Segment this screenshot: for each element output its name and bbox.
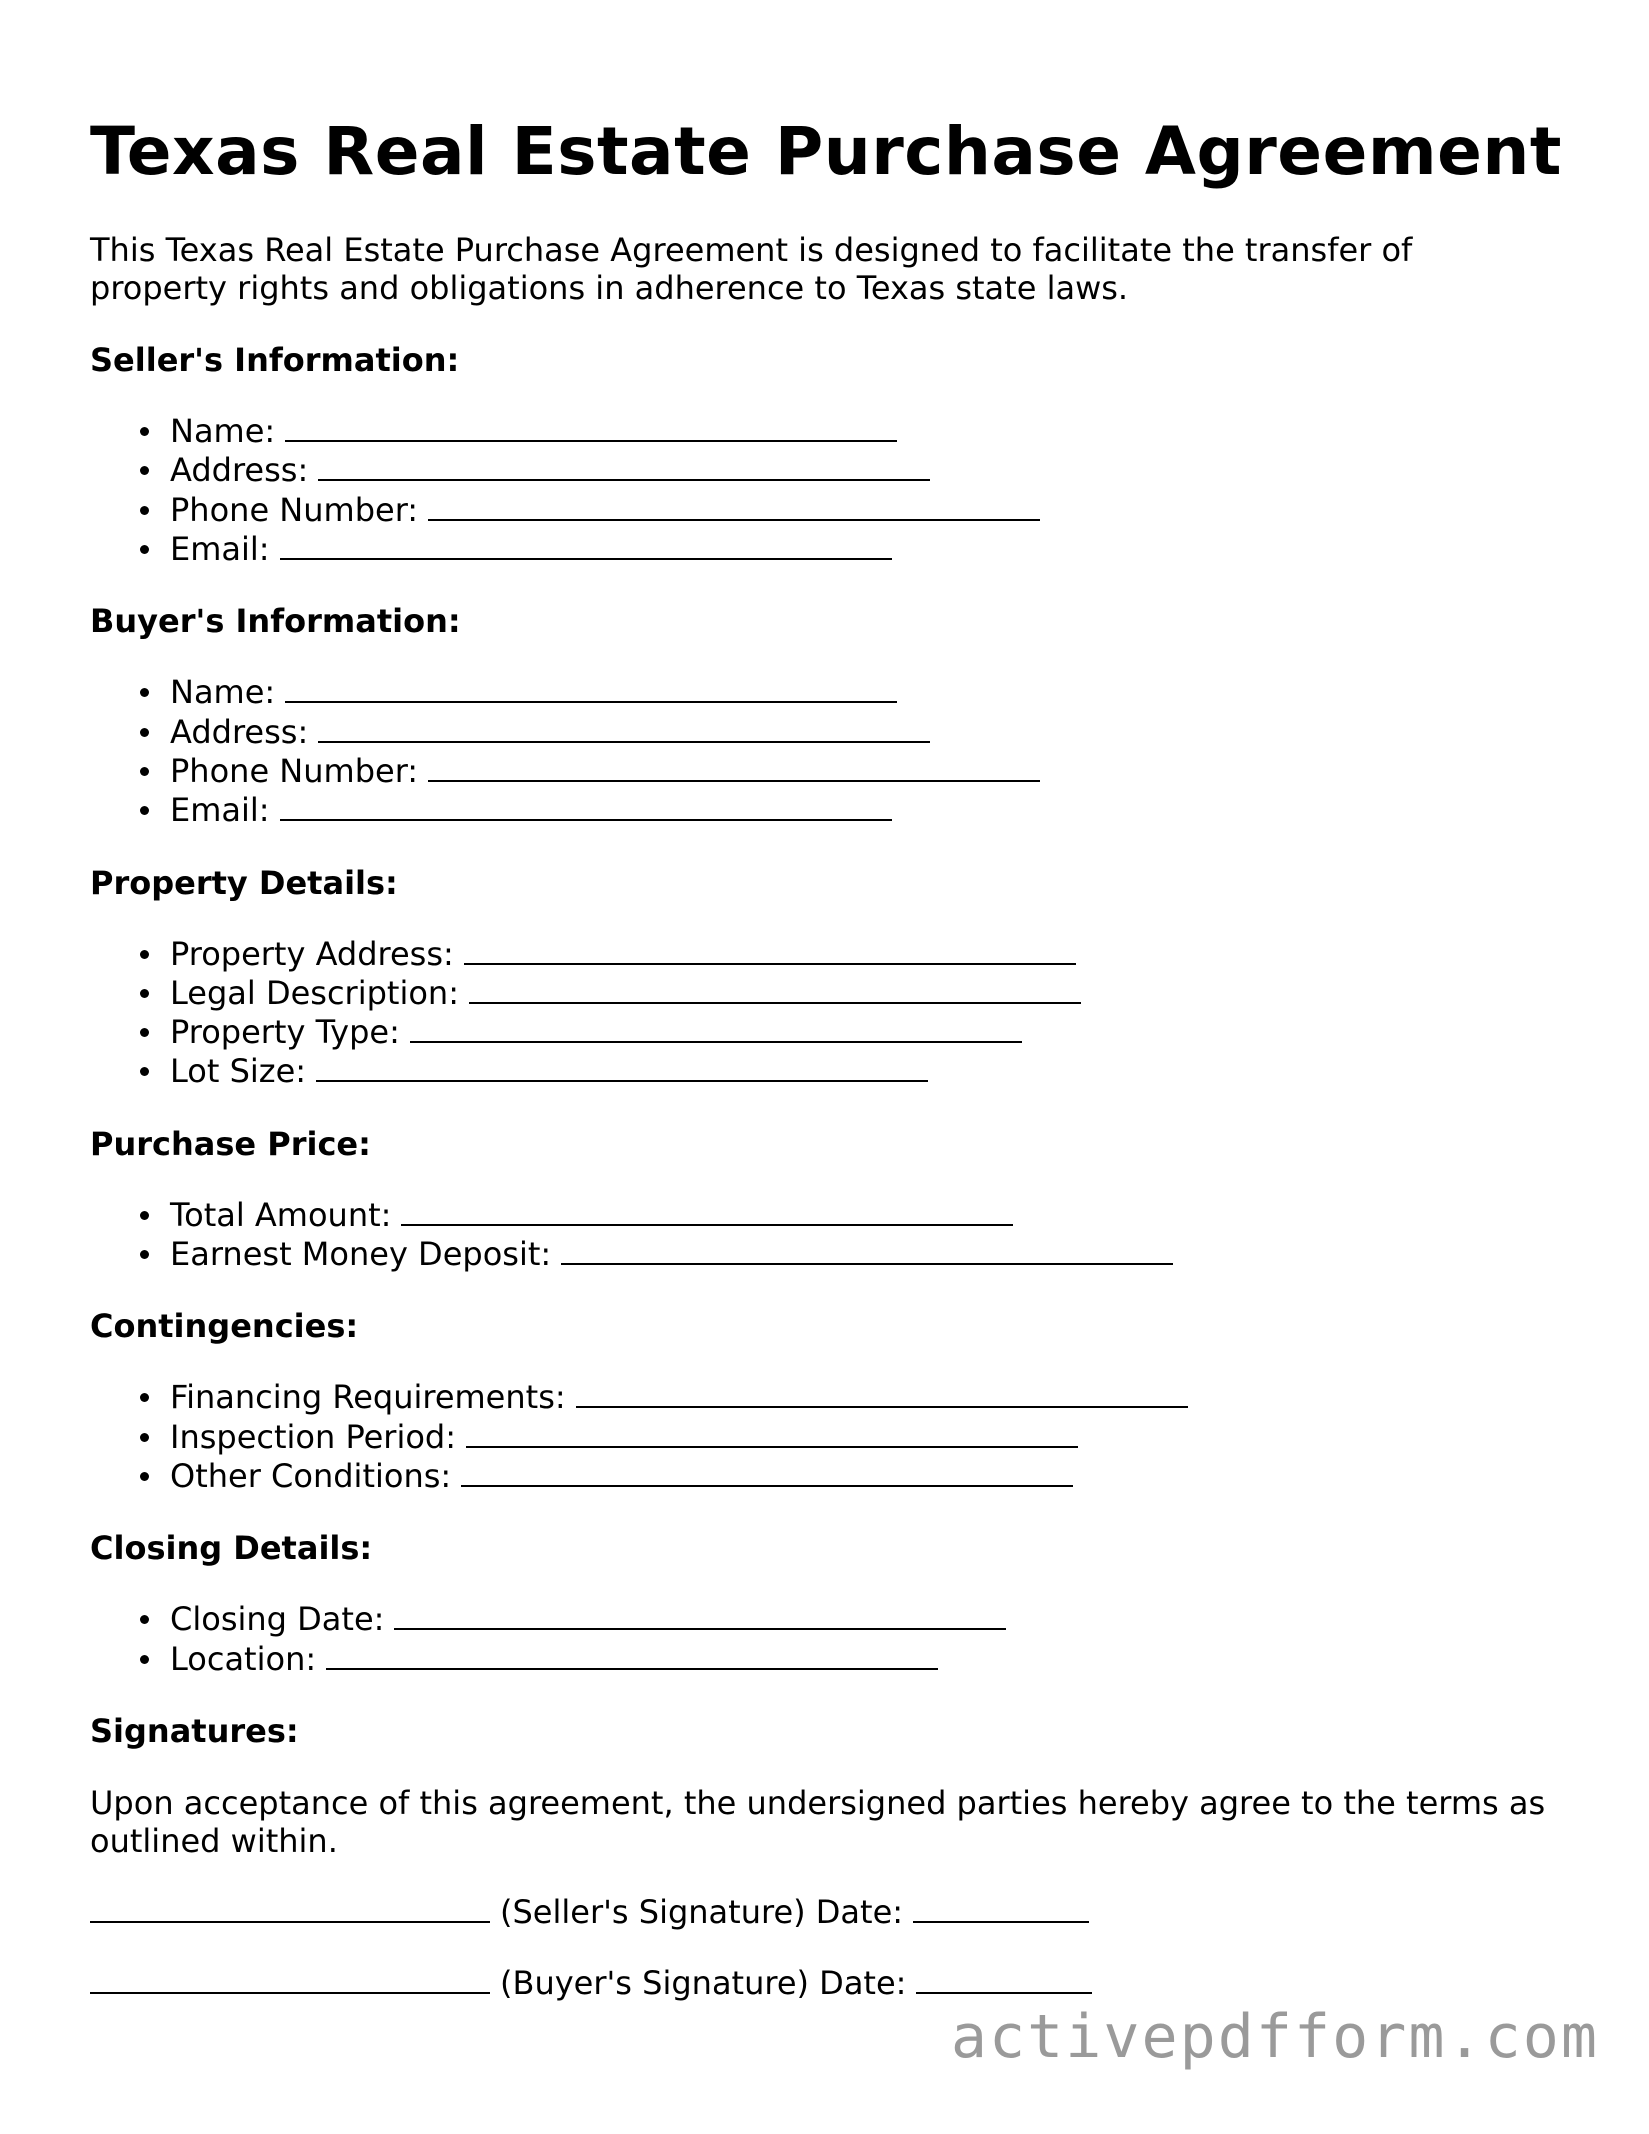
buyer-heading: Buyer's Information: <box>90 602 461 641</box>
financing-blank[interactable] <box>576 1377 1188 1408</box>
field-label: Name: <box>170 412 276 451</box>
seller-phone-blank[interactable] <box>428 490 1040 521</box>
seller-address-blank[interactable] <box>318 450 930 481</box>
contingencies-fields <box>90 1377 1570 1495</box>
seller-address-field <box>170 450 1570 489</box>
lot-size-blank[interactable] <box>316 1051 928 1082</box>
total-amount-blank[interactable] <box>401 1195 1013 1226</box>
watermark: activepdfform.com <box>950 2002 1599 2072</box>
price-heading: Purchase Price: <box>90 1124 371 1163</box>
field-label: Earnest Money Deposit: <box>170 1235 552 1274</box>
location-blank[interactable] <box>326 1639 938 1670</box>
seller-email-blank[interactable] <box>280 529 892 560</box>
field-label: Name: <box>170 673 276 712</box>
field-label: Lot Size: <box>170 1052 307 1091</box>
buyer-email-field <box>170 790 1570 829</box>
buyer-email-blank[interactable] <box>280 790 892 821</box>
field-label: Address: <box>170 451 309 490</box>
buyer-date-blank[interactable] <box>916 1963 1092 1994</box>
closing-fields <box>90 1599 1570 1678</box>
legal-description-blank[interactable] <box>469 973 1081 1004</box>
field-label: Phone Number: <box>170 490 419 529</box>
property-address-field <box>170 934 1570 973</box>
intro-paragraph: This Texas Real Estate Purchase Agreement is designed to facilitate the transfer of property rights and obligations in adherence to Texas state laws. <box>90 231 1413 308</box>
field-label: Email: <box>170 530 270 569</box>
seller-phone-field <box>170 490 1570 529</box>
document-title: Texas Real Estate Purchase Agreement <box>90 113 1562 190</box>
seller-signature-label: (Seller's Signature) Date: <box>500 1892 904 1931</box>
earnest-money-field <box>170 1234 1570 1273</box>
seller-signature-line <box>90 1892 1570 1931</box>
buyer-name-blank[interactable] <box>285 672 897 703</box>
property-type-field <box>170 1012 1570 1051</box>
buyer-fields <box>90 672 1570 829</box>
inspection-field <box>170 1417 1570 1456</box>
field-label: Location: <box>170 1639 317 1678</box>
field-label: Closing Date: <box>170 1600 385 1639</box>
financing-field <box>170 1377 1570 1416</box>
buyer-name-field <box>170 672 1570 711</box>
legal-description-field <box>170 973 1570 1012</box>
price-fields <box>90 1195 1570 1274</box>
seller-date-blank[interactable] <box>913 1892 1089 1923</box>
seller-fields <box>90 411 1570 568</box>
earnest-money-blank[interactable] <box>561 1234 1173 1265</box>
signatures-heading: Signatures: <box>90 1711 299 1750</box>
total-amount-field <box>170 1195 1570 1234</box>
field-label: Address: <box>170 712 309 751</box>
buyer-address-field <box>170 712 1570 751</box>
seller-signature-blank[interactable] <box>90 1892 490 1923</box>
buyer-address-blank[interactable] <box>318 712 930 743</box>
field-label: Email: <box>170 791 270 830</box>
closing-heading: Closing Details: <box>90 1529 373 1568</box>
contingencies-heading: Contingencies: <box>90 1307 359 1346</box>
seller-email-field <box>170 529 1570 568</box>
seller-name-field <box>170 411 1570 450</box>
document-page <box>90 0 1570 2002</box>
field-label: Property Type: <box>170 1013 400 1052</box>
lot-size-field <box>170 1051 1570 1090</box>
field-label: Property Address: <box>170 934 454 973</box>
field-label: Legal Description: <box>170 973 459 1012</box>
field-label: Total Amount: <box>170 1195 392 1234</box>
buyer-signature-blank[interactable] <box>90 1963 490 1994</box>
property-address-blank[interactable] <box>464 934 1076 965</box>
buyer-signature-line <box>90 1963 1570 2002</box>
buyer-phone-blank[interactable] <box>428 751 1040 782</box>
seller-heading: Seller's Information: <box>90 341 460 380</box>
field-label: Other Conditions: <box>170 1456 452 1495</box>
other-conditions-field <box>170 1456 1570 1495</box>
field-label: Phone Number: <box>170 751 419 790</box>
seller-name-blank[interactable] <box>285 411 897 442</box>
other-conditions-blank[interactable] <box>461 1456 1073 1487</box>
closing-date-field <box>170 1599 1570 1638</box>
location-field <box>170 1639 1570 1678</box>
property-heading: Property Details: <box>90 863 398 902</box>
buyer-signature-label: (Buyer's Signature) Date: <box>500 1963 907 2002</box>
closing-date-blank[interactable] <box>394 1599 1006 1630</box>
field-label: Inspection Period: <box>170 1417 457 1456</box>
buyer-phone-field <box>170 751 1570 790</box>
signatures-intro: Upon acceptance of this agreement, the undersigned parties hereby agree to the terms as outlined within. <box>90 1783 1546 1860</box>
field-label: Financing Requirements: <box>170 1378 566 1417</box>
inspection-blank[interactable] <box>466 1417 1078 1448</box>
property-fields <box>90 934 1570 1091</box>
property-type-blank[interactable] <box>410 1012 1022 1043</box>
